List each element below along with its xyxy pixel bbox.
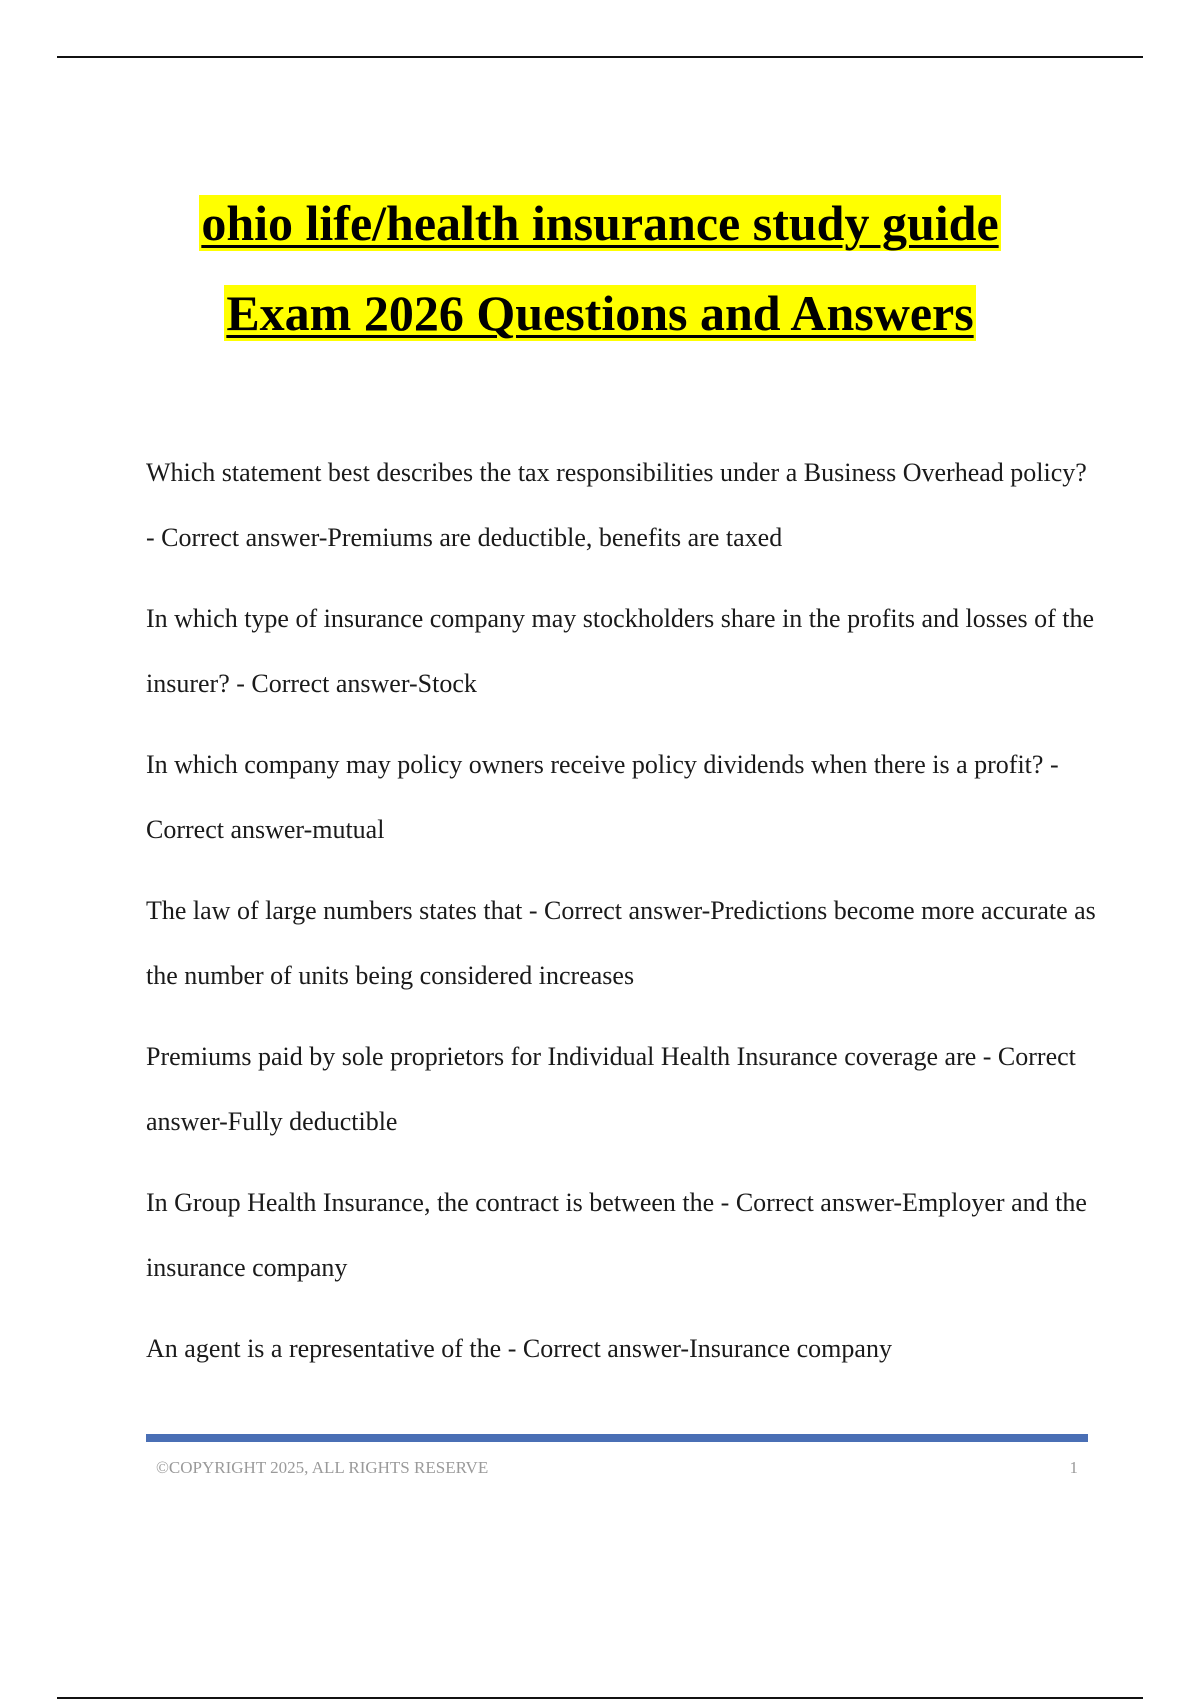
- qa-item: The law of large numbers states that - Correct answer-Predictions become more accurate as the number of units being considered increases: [146, 896, 1096, 990]
- top-divider: [57, 56, 1143, 58]
- qa-item: In which type of insurance company may stockholders share in the profits and losses of the insurer? - Correct answer-Stock: [146, 604, 1095, 698]
- document-title: [57, 178, 1143, 358]
- bottom-divider: [57, 1697, 1143, 1699]
- footer-accent-bar: [146, 1434, 1088, 1442]
- title-line-1: ohio life/health insurance study guide: [201, 195, 999, 251]
- qa-item: In Group Health Insurance, the contract is between the - Correct answer-Employer and the insurance company: [146, 1188, 1087, 1282]
- footer-copyright: ©COPYRIGHT 2025, ALL RIGHTS RESERVE: [156, 1458, 489, 1477]
- page-footer: [146, 1458, 1088, 1478]
- page-number: 1: [1069, 1458, 1078, 1477]
- qa-item: Premiums paid by sole proprietors for Individual Health Insurance coverage are - Correct answer-Fully deductible: [146, 1042, 1076, 1136]
- qa-item: An agent is a representative of the - Correct answer-Insurance company: [146, 1334, 892, 1363]
- title-line-2: Exam 2026 Questions and Answers: [226, 285, 974, 341]
- qa-item: In which company may policy owners receive policy dividends when there is a profit? - Correct answer-mutual: [146, 750, 1059, 844]
- qa-item: Which statement best describes the tax responsibilities under a Business Overhead policy? - Correct answer-Premiums are deductible, benefits are taxed: [146, 458, 1087, 552]
- question-answer-list: [146, 440, 1096, 1397]
